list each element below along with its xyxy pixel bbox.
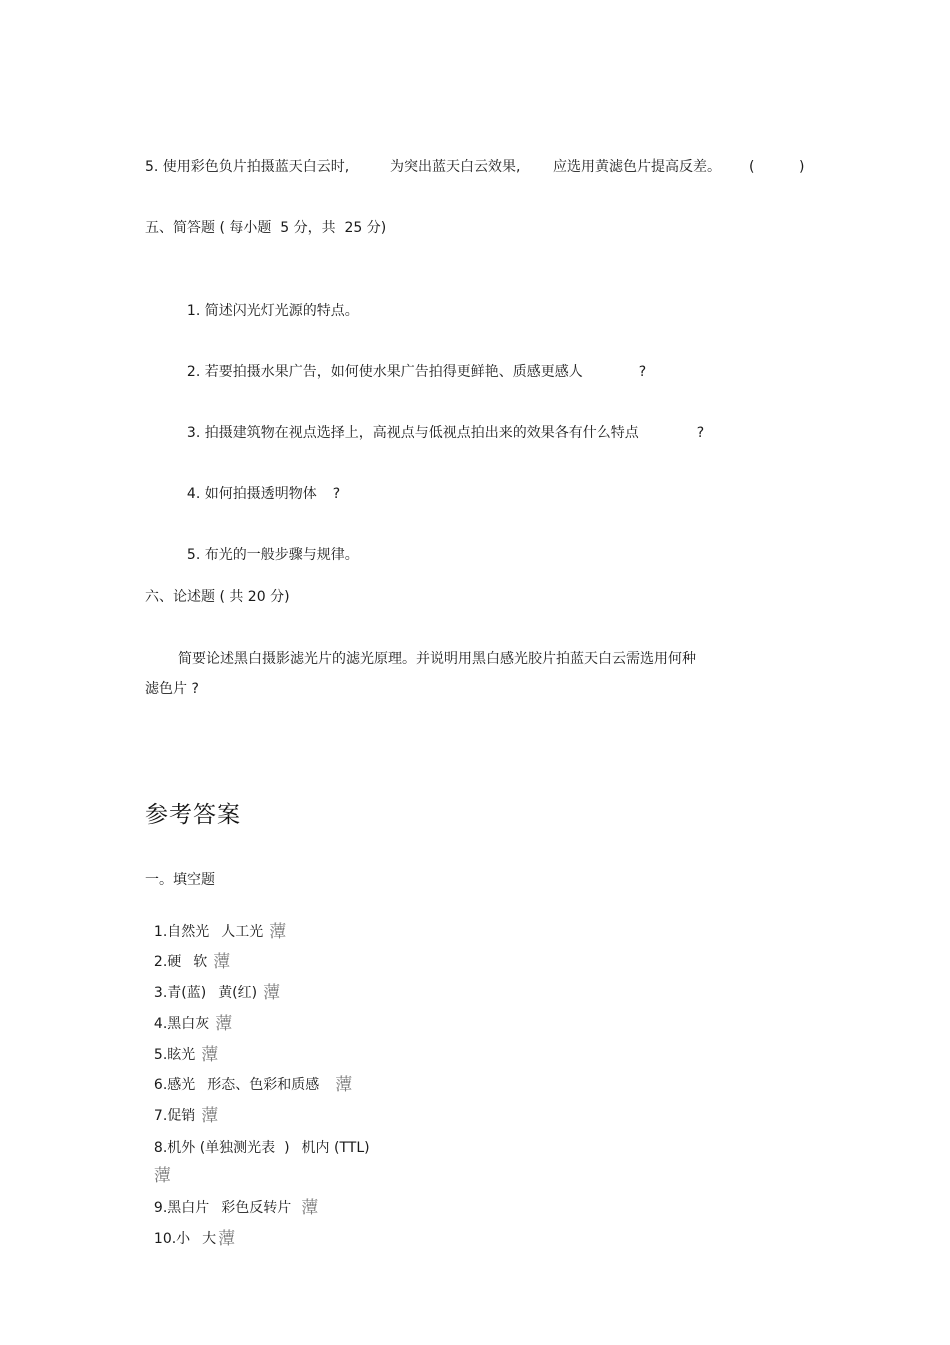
question-mark: ? xyxy=(332,486,341,502)
question-text: 1. 简述闪光灯光源的特点。 xyxy=(186,303,359,319)
answer-glyph: 藫 xyxy=(213,952,231,972)
essay-question-line-2: 滤色片 ? xyxy=(145,681,199,697)
answer-glyph: 藫 xyxy=(301,1198,319,1218)
answer-part-b: 形态、色彩和质感 xyxy=(207,1077,320,1093)
answer-glyph: 藫 xyxy=(218,1229,236,1249)
question-mark: ? xyxy=(696,425,705,441)
answer-part-a: 1.自然光 xyxy=(153,924,210,940)
short-answer-question-5 xyxy=(178,525,359,565)
answer-part-b: 机内 (TTL) xyxy=(301,1140,370,1156)
answer-paren-close: ) xyxy=(799,159,805,175)
short-answer-question-3 xyxy=(178,403,704,443)
essay-question-line-1: 简要论述黑白摄影滤光片的滤光原理。并说明用黑白感光胶片拍蓝天白云需选用何种 xyxy=(178,651,696,667)
answer-glyph: 藫 xyxy=(153,1166,171,1186)
question-text-part-3: 应选用黄滤色片提高反差。 xyxy=(553,159,721,175)
answer-part-a: 2.硬 xyxy=(153,954,182,970)
answer-item-10 xyxy=(145,1209,235,1249)
answer-part-a: 6.感光 xyxy=(153,1077,196,1093)
answer-glyph: 藫 xyxy=(335,1075,353,1095)
fill-blank-heading: 一。填空题 xyxy=(145,872,215,888)
question-text: 2. 若要拍摄水果广告，如何使水果广告拍得更鲜艳、质感更感人 xyxy=(186,364,583,380)
answer-part-a: 8.机外 (单独测光表 ) xyxy=(153,1140,290,1156)
question-text: 3. 拍摄建筑物在视点选择上，高视点与低视点拍出来的效果各有什么特点 xyxy=(186,425,639,441)
answer-part-a: 7.促销 xyxy=(153,1108,196,1124)
answer-part-a: 5.眩光 xyxy=(153,1047,196,1063)
answer-part-a: 9.黑白片 xyxy=(153,1200,210,1216)
section-6-heading: 六、论述题 ( 共 20 分) xyxy=(145,589,290,605)
answer-glyph: 藫 xyxy=(263,983,281,1003)
question-text: 5. 布光的一般步骤与规律。 xyxy=(186,547,359,563)
answer-part-b: 软 xyxy=(193,954,208,970)
answer-part-a: 10.小 xyxy=(153,1231,191,1247)
answer-paren-open: ( xyxy=(749,159,755,175)
section-5-heading: 五、简答题 ( 每小题 5 分，共 25 分) xyxy=(145,220,387,236)
question-text: 4. 如何拍摄透明物体 xyxy=(186,486,317,502)
answer-glyph: 藫 xyxy=(269,922,287,942)
short-answer-question-1 xyxy=(178,281,359,321)
short-answer-question-4 xyxy=(178,464,340,504)
answer-part-b: 人工光 xyxy=(221,924,264,940)
question-mark: ? xyxy=(638,364,647,380)
question-text-part-1: 5. 使用彩色负片拍摄蓝天白云时, xyxy=(145,159,350,175)
answer-part-a: 4.黑白灰 xyxy=(153,1016,210,1032)
answer-part-b: 彩色反转片 xyxy=(221,1200,292,1216)
short-answer-question-2 xyxy=(178,342,646,382)
question-text-part-2: 为突出蓝天白云效果, xyxy=(390,159,521,175)
answer-key-title: 参考答案 xyxy=(145,802,241,828)
true-false-question-5 xyxy=(145,157,815,177)
answer-glyph: 藫 xyxy=(201,1045,219,1065)
answer-glyph: 藫 xyxy=(201,1106,219,1126)
answer-item-8 xyxy=(145,1118,370,1158)
answer-part-b: 黄(红) xyxy=(218,985,258,1001)
answer-part-a: 3.青(蓝) xyxy=(153,985,207,1001)
answer-glyph: 藫 xyxy=(215,1014,233,1034)
answer-part-b: 大 xyxy=(202,1231,217,1247)
